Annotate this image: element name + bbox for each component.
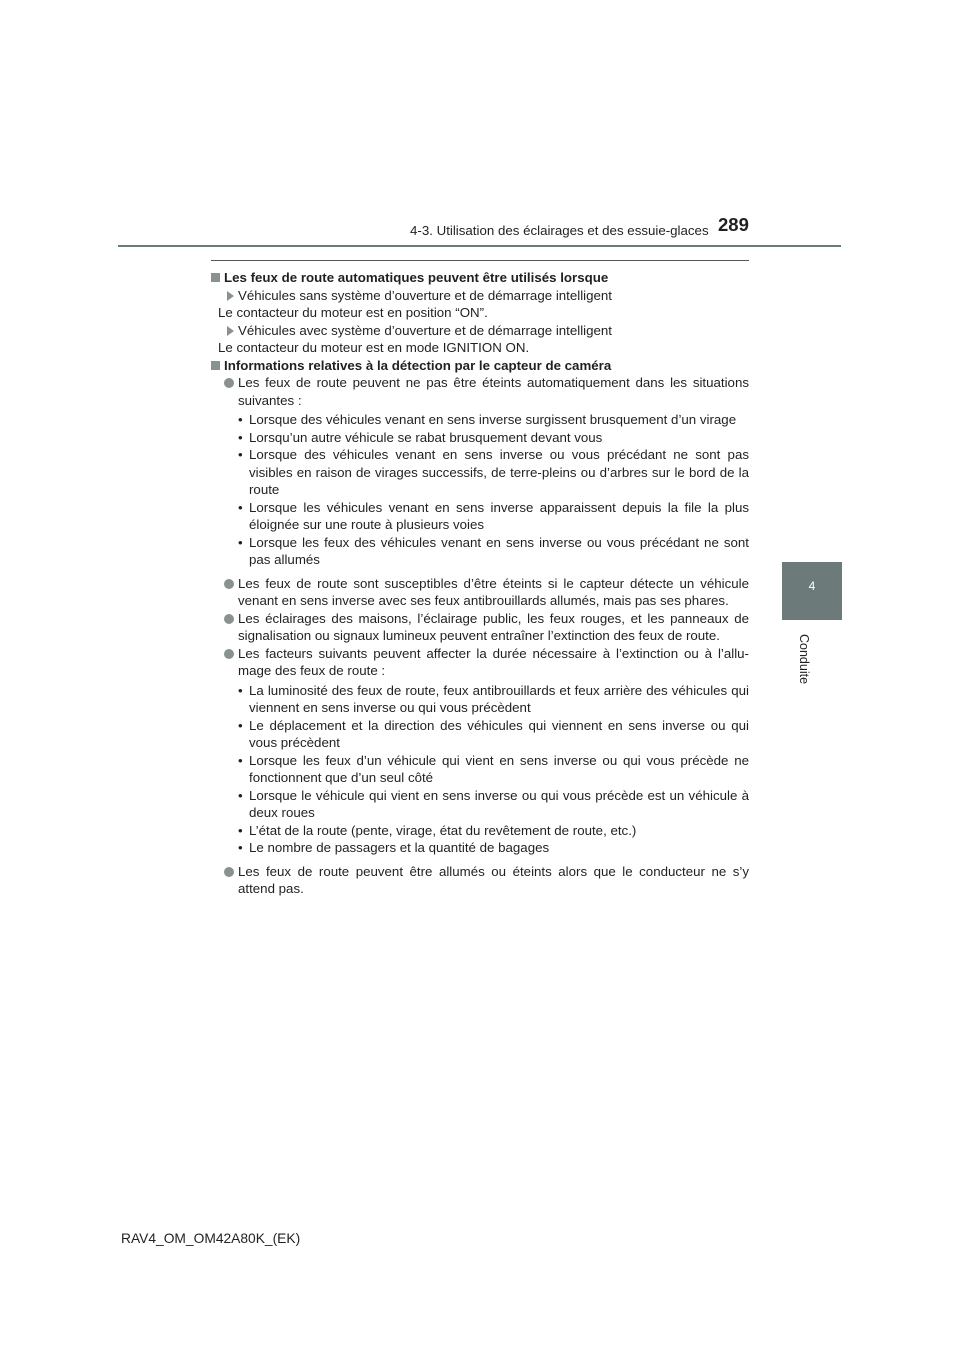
sub-list-item: • Lorsque les véhicules venant en sens inverse apparaissent depuis la file la plus éloignée sur une route à plusieurs voies (238, 499, 749, 532)
circle-bullet-icon (224, 614, 234, 624)
arrow-right-icon (227, 326, 234, 336)
section-heading: Informations relatives à la détection par le capteur de caméra (211, 357, 749, 375)
chapter-tab-number: 4 (808, 579, 816, 593)
sub-list-item: • Lorsque des véhicules venant en sens inverse surgissent brusquement d’un virage (238, 412, 737, 427)
header-rule (118, 245, 841, 247)
condition-text: Le contacteur du moteur est en position “ON”. (218, 305, 488, 320)
bullet-item: Les éclairages des maisons, l’éclairage public, les feux rouges, et les panneaux de signalisation ou signaux lumineux peuvent entraîner l’extinction des feux de route. (211, 610, 749, 645)
condition-text: Le contacteur du moteur est en mode IGNITION ON. (218, 340, 530, 355)
sub-list-item: • Le nombre de passagers et la quantité de bagages (238, 840, 550, 855)
condition-arrow-item: Véhicules avec système d’ouverture et de démarrage intelligent (211, 322, 749, 340)
page-number: 289 (718, 214, 749, 235)
circle-bullet-icon (224, 579, 234, 589)
sub-list-item: • Le déplacement et la direction des véhicules qui viennent en sens inverse ou qui vous précèdent (238, 717, 749, 750)
bullet-item: Les feux de route sont susceptibles d’être éteints si le capteur détecte un véhicule venant en sens inverse avec ses feux antibrouillards allumés, mais pas ses phares. (211, 575, 749, 610)
circle-bullet-icon (224, 649, 234, 659)
document-code-footer: RAV4_OM_OM42A80K_(EK) (121, 1231, 301, 1246)
sub-list-item: • Lorsque des véhicules venant en sens inverse ou vous précédant ne sont pas visibles en raison de virages successifs, de terre-pleins ou d’arbres sur le bord de la route (238, 447, 749, 497)
circle-bullet-icon (224, 378, 234, 388)
page-content (211, 269, 749, 898)
sub-list-item: • La luminosité des feux de route, feux antibrouillards et feux arrière des véhicules qui viennent en sens inverse ou qui vous précèdent (238, 682, 749, 715)
bullet-item: Les facteurs suivants peuvent affecter la durée nécessaire à l’extinction ou à l’allu-mage des feux de route : (211, 645, 749, 680)
sub-list-item: • Lorsqu’un autre véhicule se rabat brusquement devant vous (238, 429, 603, 445)
square-bullet-icon (211, 361, 220, 370)
sub-list-item: • L’état de la route (pente, virage, état du revêtement de route, etc.) (238, 822, 637, 838)
sub-list (211, 682, 749, 857)
running-header: 4-3. Utilisation des éclairages et des essuie-glaces (410, 223, 709, 238)
sub-list (211, 411, 749, 569)
circle-bullet-icon (224, 867, 234, 877)
square-bullet-icon (211, 273, 220, 282)
arrow-right-icon (227, 291, 234, 301)
content-top-rule (211, 260, 749, 261)
bullet-item: Les feux de route peuvent ne pas être éteints automatiquement dans les situations suivantes : (211, 374, 749, 409)
section-heading: Les feux de route automatiques peuvent être utilisés lorsque (211, 269, 749, 287)
chapter-tab-label: Conduite (797, 634, 811, 685)
bullet-item: Les feux de route peuvent être allumés ou éteints alors que le conducteur ne s’y attend pas. (211, 863, 749, 898)
condition-arrow-item: Véhicules sans système d’ouverture et de démarrage intelligent (211, 287, 749, 305)
sub-list-item: • Lorsque les feux d’un véhicule qui vient en sens inverse ou qui vous précède ne fonctionnent que d’un seul côté (238, 752, 749, 785)
chapter-tab (782, 562, 842, 620)
sub-list-item: • Lorsque les feux des véhicules venant en sens inverse ou vous précédant ne sont pas allumés (238, 534, 749, 567)
sub-list-item: • Lorsque le véhicule qui vient en sens inverse ou qui vous précède est un véhicule à deux roues (238, 787, 749, 820)
